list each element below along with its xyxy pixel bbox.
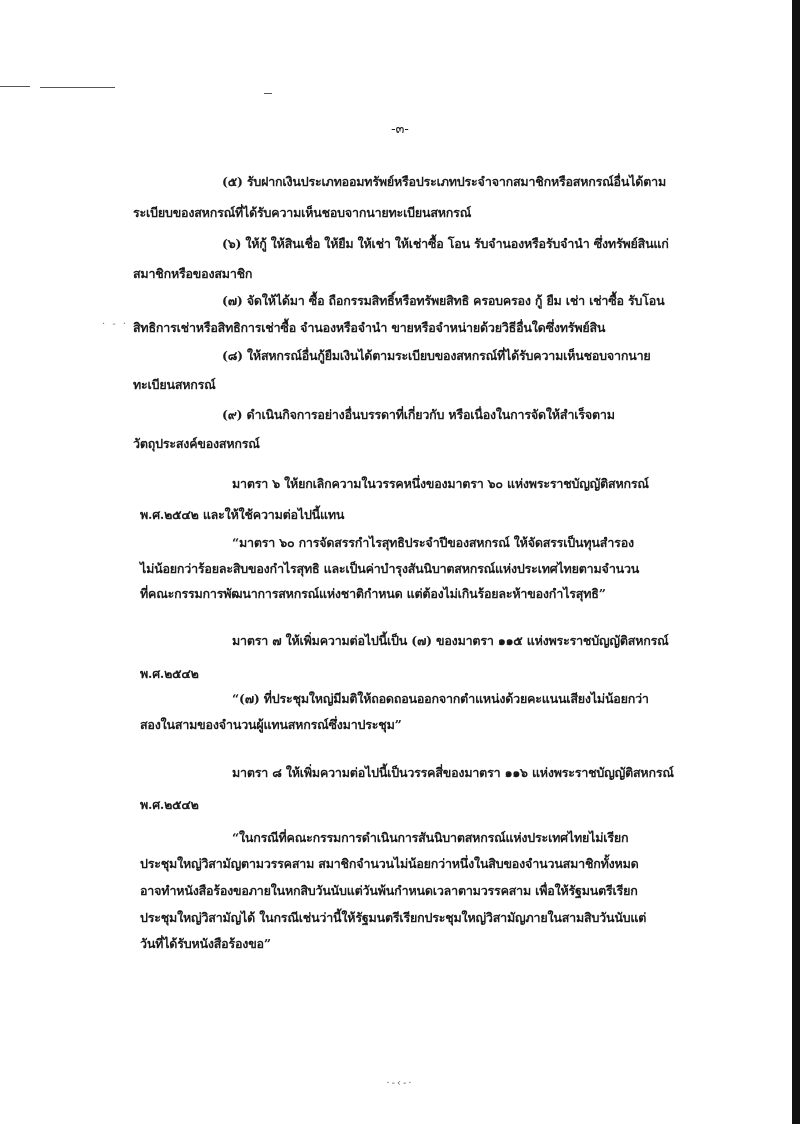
document-line: สิทธิการเช่าหรือสิทธิการเช่าซื้อ จำนองหรือจำนำ ขายหรือจำหน่ายด้วยวิธีอื่นใดซึ่งทรัพย์สิน [133, 320, 606, 335]
document-line: (๙) ดำเนินกิจการอย่างอื่นบรรดาที่เกี่ยวกับ หรือเนื่องในการจัดให้สำเร็จตาม [222, 407, 615, 422]
scan-artifact-line [264, 93, 272, 94]
document-line: “มาตรา ๖๐ การจัดสรรกำไรสุทธิประจำปีของสหกรณ์ ให้จัดสรรเป็นทุนสำรอง [232, 535, 634, 550]
document-line: พ.ศ.๒๕๔๒ [140, 797, 199, 812]
document-line: พ.ศ.๒๕๔๒ และให้ใช้ความต่อไปนี้แทน [140, 507, 345, 522]
scan-artifact-footer: ·-‹-· [386, 1078, 414, 1089]
document-line: (๕) รับฝากเงินประเภทออมทรัพย์หรือประเภทประจำจากสมาชิกหรือสหกรณ์อื่นได้ตาม [222, 174, 666, 189]
document-line: มาตรา ๖ ให้ยกเลิกความในวรรคหนึ่งของมาตรา ๖๐ แห่งพระราชบัญญัติสหกรณ์ [232, 476, 649, 491]
document-line: (๗) จัดให้ได้มา ซื้อ ถือกรรมสิทธิ์หรือทรัพยสิทธิ ครอบครอง กู้ ยืม เช่า เช่าซื้อ รับโอน [222, 293, 665, 308]
document-line: ที่คณะกรรมการพัฒนาการสหกรณ์แห่งชาติกำหนด แต่ต้องไม่เกินร้อยละห้าของกำไรสุทธิ” [140, 586, 606, 601]
document-line: ไม่น้อยกว่าร้อยละสิบของกำไรสุทธิ และเป็นค่าบำรุงสันนิบาตสหกรณ์แห่งประเทศไทยตามจำนวน [140, 561, 640, 576]
document-line: พ.ศ.๒๕๔๒ [140, 666, 199, 681]
document-line: สมาชิกหรือของสมาชิก [133, 266, 253, 281]
document-line: มาตรา ๘ ให้เพิ่มความต่อไปนี้เป็นวรรคสี่ของมาตรา ๑๑๖ แห่งพระราชบัญญัติสหกรณ์ [232, 765, 674, 780]
document-line: “ในกรณีที่คณะกรรมการดำเนินการสันนิบาตสหกรณ์แห่งประเทศไทยไม่เรียก [232, 830, 629, 845]
document-line: วัตถุประสงค์ของสหกรณ์ [133, 436, 260, 451]
document-line: สองในสามของจำนวนผู้แทนสหกรณ์ซึ่งมาประชุม” [140, 717, 402, 732]
document-line: (๘) ให้สหกรณ์อื่นกู้ยืมเงินได้ตามระเบียบของสหกรณ์ที่ได้รับความเห็นชอบจากนาย [222, 348, 651, 363]
document-line: มาตรา ๗ ให้เพิ่มความต่อไปนี้เป็น (๗) ของมาตรา ๑๑๕ แห่งพระราชบัญญัติสหกรณ์ [232, 633, 669, 648]
document-line: ประชุมใหญ่วิสามัญได้ ในกรณีเช่นว่านี้ให้รัฐมนตรีเรียกประชุมใหญ่วิสามัญภายในสามสิบวันนับแต่ [140, 910, 647, 925]
document-line: อาจทำหนังสือร้องขอภายในหกสิบวันนับแต่วันพ้นกำหนดเวลาตามวรรคสาม เพื่อให้รัฐมนตรีเรียก [140, 883, 638, 898]
scan-edge-shadow [792, 0, 800, 1124]
document-line: ทะเบียนสหกรณ์ [133, 377, 216, 392]
document-line: ระเบียบของสหกรณ์ที่ได้รับความเห็นชอบจากนายทะเบียนสหกรณ์ [133, 205, 472, 220]
document-line: (๖) ให้กู้ ให้สินเชื่อ ให้ยืม ให้เช่า ให้เช่าซื้อ โอน รับจำนองหรือรับจำนำ ซึ่งทรัพย์สินแก่ [222, 236, 669, 251]
document-line: ประชุมใหญ่วิสามัญตามวรรคสาม สมาชิกจำนวนไม่น้อยกว่าหนึ่งในสิบของจำนวนสมาชิกทั้งหมด [140, 856, 639, 871]
document-line: “(๗) ที่ประชุมใหญ่มีมติให้ถอดถอนออกจากตำแหน่งด้วยคะแนนเสียงไม่น้อยกว่า [232, 691, 649, 706]
scan-artifact-line [0, 86, 30, 87]
scan-artifact-line [40, 87, 115, 88]
page-number: -๓- [391, 122, 409, 137]
scan-artifact-dots: · - · [102, 319, 129, 330]
document-line: วันที่ได้รับหนังสือร้องขอ” [140, 936, 271, 951]
